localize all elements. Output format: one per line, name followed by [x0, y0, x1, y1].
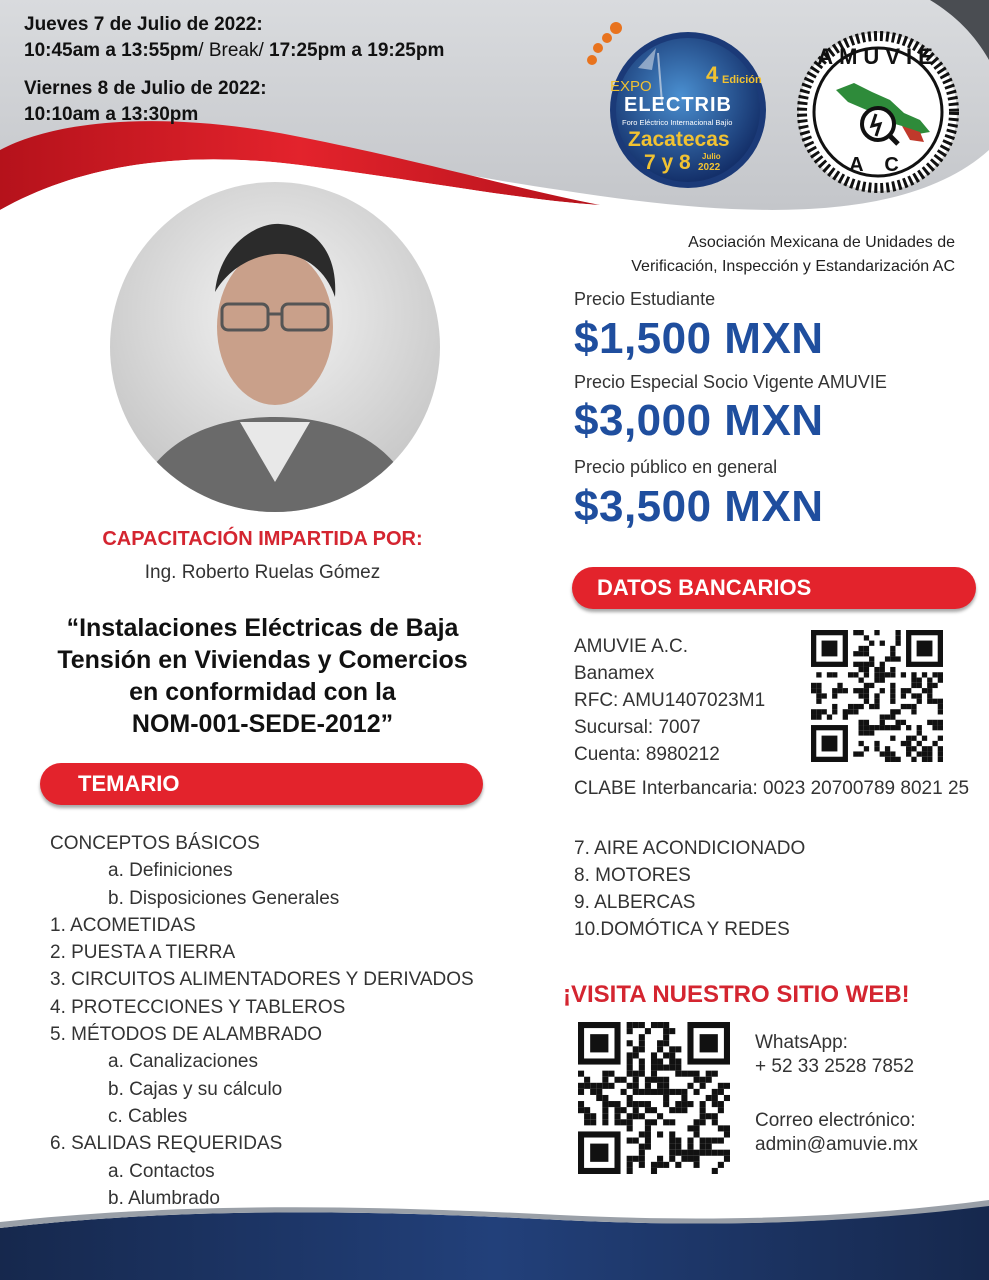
- temario-list-continued: [574, 835, 805, 943]
- bank-qr-code-icon[interactable]: [809, 630, 945, 762]
- temario-list: [50, 830, 474, 1212]
- day2-time: 10:10am a 13:30pm: [24, 104, 199, 125]
- course-title-line1: “Instalaciones Eléctricas de Baja: [66, 614, 459, 642]
- price-label-member: Precio Especial Socio Vigente AMUVIE: [574, 372, 887, 392]
- instructor-name: Ing. Roberto Ruelas Gómez: [144, 562, 381, 583]
- website-heading: ¡VISITA NUESTRO SITIO WEB!: [563, 981, 910, 1008]
- day1-break: / Break/: [198, 40, 270, 61]
- amuvie-top-text: AMUVIE: [817, 44, 939, 69]
- course-title-line4: NOM-001-SEDE-2012”: [131, 710, 394, 738]
- whatsapp-number[interactable]: + 52 33 2528 7852: [755, 1056, 915, 1077]
- instructor-heading: CAPACITACIÓN IMPARTIDA POR:: [102, 528, 423, 550]
- price-public: $3,500 MXN: [574, 482, 824, 531]
- instructor-photo: [110, 182, 440, 512]
- edition-number: 4: [706, 62, 719, 87]
- day2-date: Viernes 8 de Julio de 2022:: [24, 78, 267, 99]
- temario-item: 7. AIRE ACONDICIONADO: [574, 838, 806, 859]
- bank-info: [574, 633, 765, 768]
- brand-word: ELECTRIB: [624, 94, 732, 116]
- expo-electrib-logo: [588, 18, 778, 193]
- association-line2: Verificación, Inspección y Estandarización AC: [631, 258, 955, 275]
- expo-month: Julio: [702, 152, 721, 161]
- temario-subitem: a. Contactos: [108, 1160, 215, 1182]
- temario-subitem: b. Alumbrado: [108, 1187, 220, 1209]
- temario-item: 9. ALBERCAS: [574, 892, 696, 913]
- expo-word: EXPO: [610, 78, 652, 95]
- bank-account-holder: AMUVIE A.C.: [574, 636, 689, 657]
- bank-heading: DATOS BANCARIOS: [572, 567, 976, 609]
- price-student: $1,500 MXN: [574, 314, 824, 363]
- course-title-line3: en conformidad con la: [129, 678, 396, 706]
- schedule: [24, 12, 444, 128]
- temario-item: CONCEPTOS BÁSICOS: [50, 833, 260, 854]
- temario-item: 4. PROTECCIONES Y TABLEROS: [50, 996, 346, 1018]
- website-qr-code-icon[interactable]: [578, 1022, 730, 1174]
- price-label-student: Precio Estudiante: [574, 289, 716, 309]
- temario-heading: TEMARIO: [40, 763, 483, 805]
- amuvie-logo: [792, 28, 964, 196]
- temario-subitem: a. Canalizaciones: [108, 1051, 258, 1073]
- temario-item: 2. PUESTA A TIERRA: [50, 942, 236, 964]
- temario-subitem: c. Cables: [108, 1105, 188, 1127]
- expo-tagline: Foro Eléctrico Internacional Bajío: [622, 118, 733, 127]
- bank-account: Cuenta: 8980212: [574, 744, 720, 765]
- temario-subitem: a. Definiciones: [108, 860, 233, 882]
- temario-subitem: b. Cajas y su cálculo: [108, 1078, 283, 1100]
- course-title: [40, 612, 485, 740]
- expo-days: 7 y 8: [644, 151, 691, 174]
- temario-subitem: b. Disposiciones Generales: [108, 887, 340, 909]
- email-label: Correo electrónico:: [755, 1110, 916, 1131]
- bank-clabe: CLABE Interbancaria: 0023 20700789 8021 25: [574, 778, 970, 799]
- day1-time-b: 17:25pm a 19:25pm: [269, 40, 445, 61]
- association-line1: Asociación Mexicana de Unidades de: [688, 234, 955, 251]
- day1-time-a: 10:45am a 13:55pm: [24, 40, 199, 61]
- temario-item: 10.DOMÓTICA Y REDES: [574, 919, 790, 940]
- email-address[interactable]: admin@amuvie.mx: [755, 1134, 918, 1155]
- edition-word: Edición: [722, 74, 762, 86]
- contact-info: [755, 1031, 918, 1157]
- temario-item: 5. MÉTODOS DE ALAMBRADO: [50, 1024, 323, 1046]
- association-name: [631, 231, 955, 279]
- expo-year: 2022: [698, 162, 721, 173]
- temario-item: 3. CIRCUITOS ALIMENTADORES Y DERIVADOS: [50, 969, 474, 991]
- price-member: $3,000 MXN: [574, 396, 824, 445]
- price-label-public: Precio público en general: [574, 457, 778, 477]
- bank-rfc: RFC: AMU1407023M1: [574, 690, 766, 711]
- whatsapp-label: WhatsApp:: [755, 1032, 848, 1053]
- amuvie-bottom-text: A C: [849, 154, 907, 176]
- expo-city: Zacatecas: [628, 128, 730, 151]
- temario-item: 8. MOTORES: [574, 865, 691, 886]
- day1-times: [24, 38, 444, 64]
- day1-date: Jueves 7 de Julio de 2022:: [24, 14, 263, 35]
- bank-branch: Sucursal: 7007: [574, 717, 701, 738]
- temario-item: 6. SALIDAS REQUERIDAS: [50, 1133, 283, 1155]
- course-title-line2: Tensión en Viviendas y Comercios: [57, 646, 468, 674]
- temario-item: 1. ACOMETIDAS: [50, 914, 196, 936]
- bank-name: Banamex: [574, 663, 655, 684]
